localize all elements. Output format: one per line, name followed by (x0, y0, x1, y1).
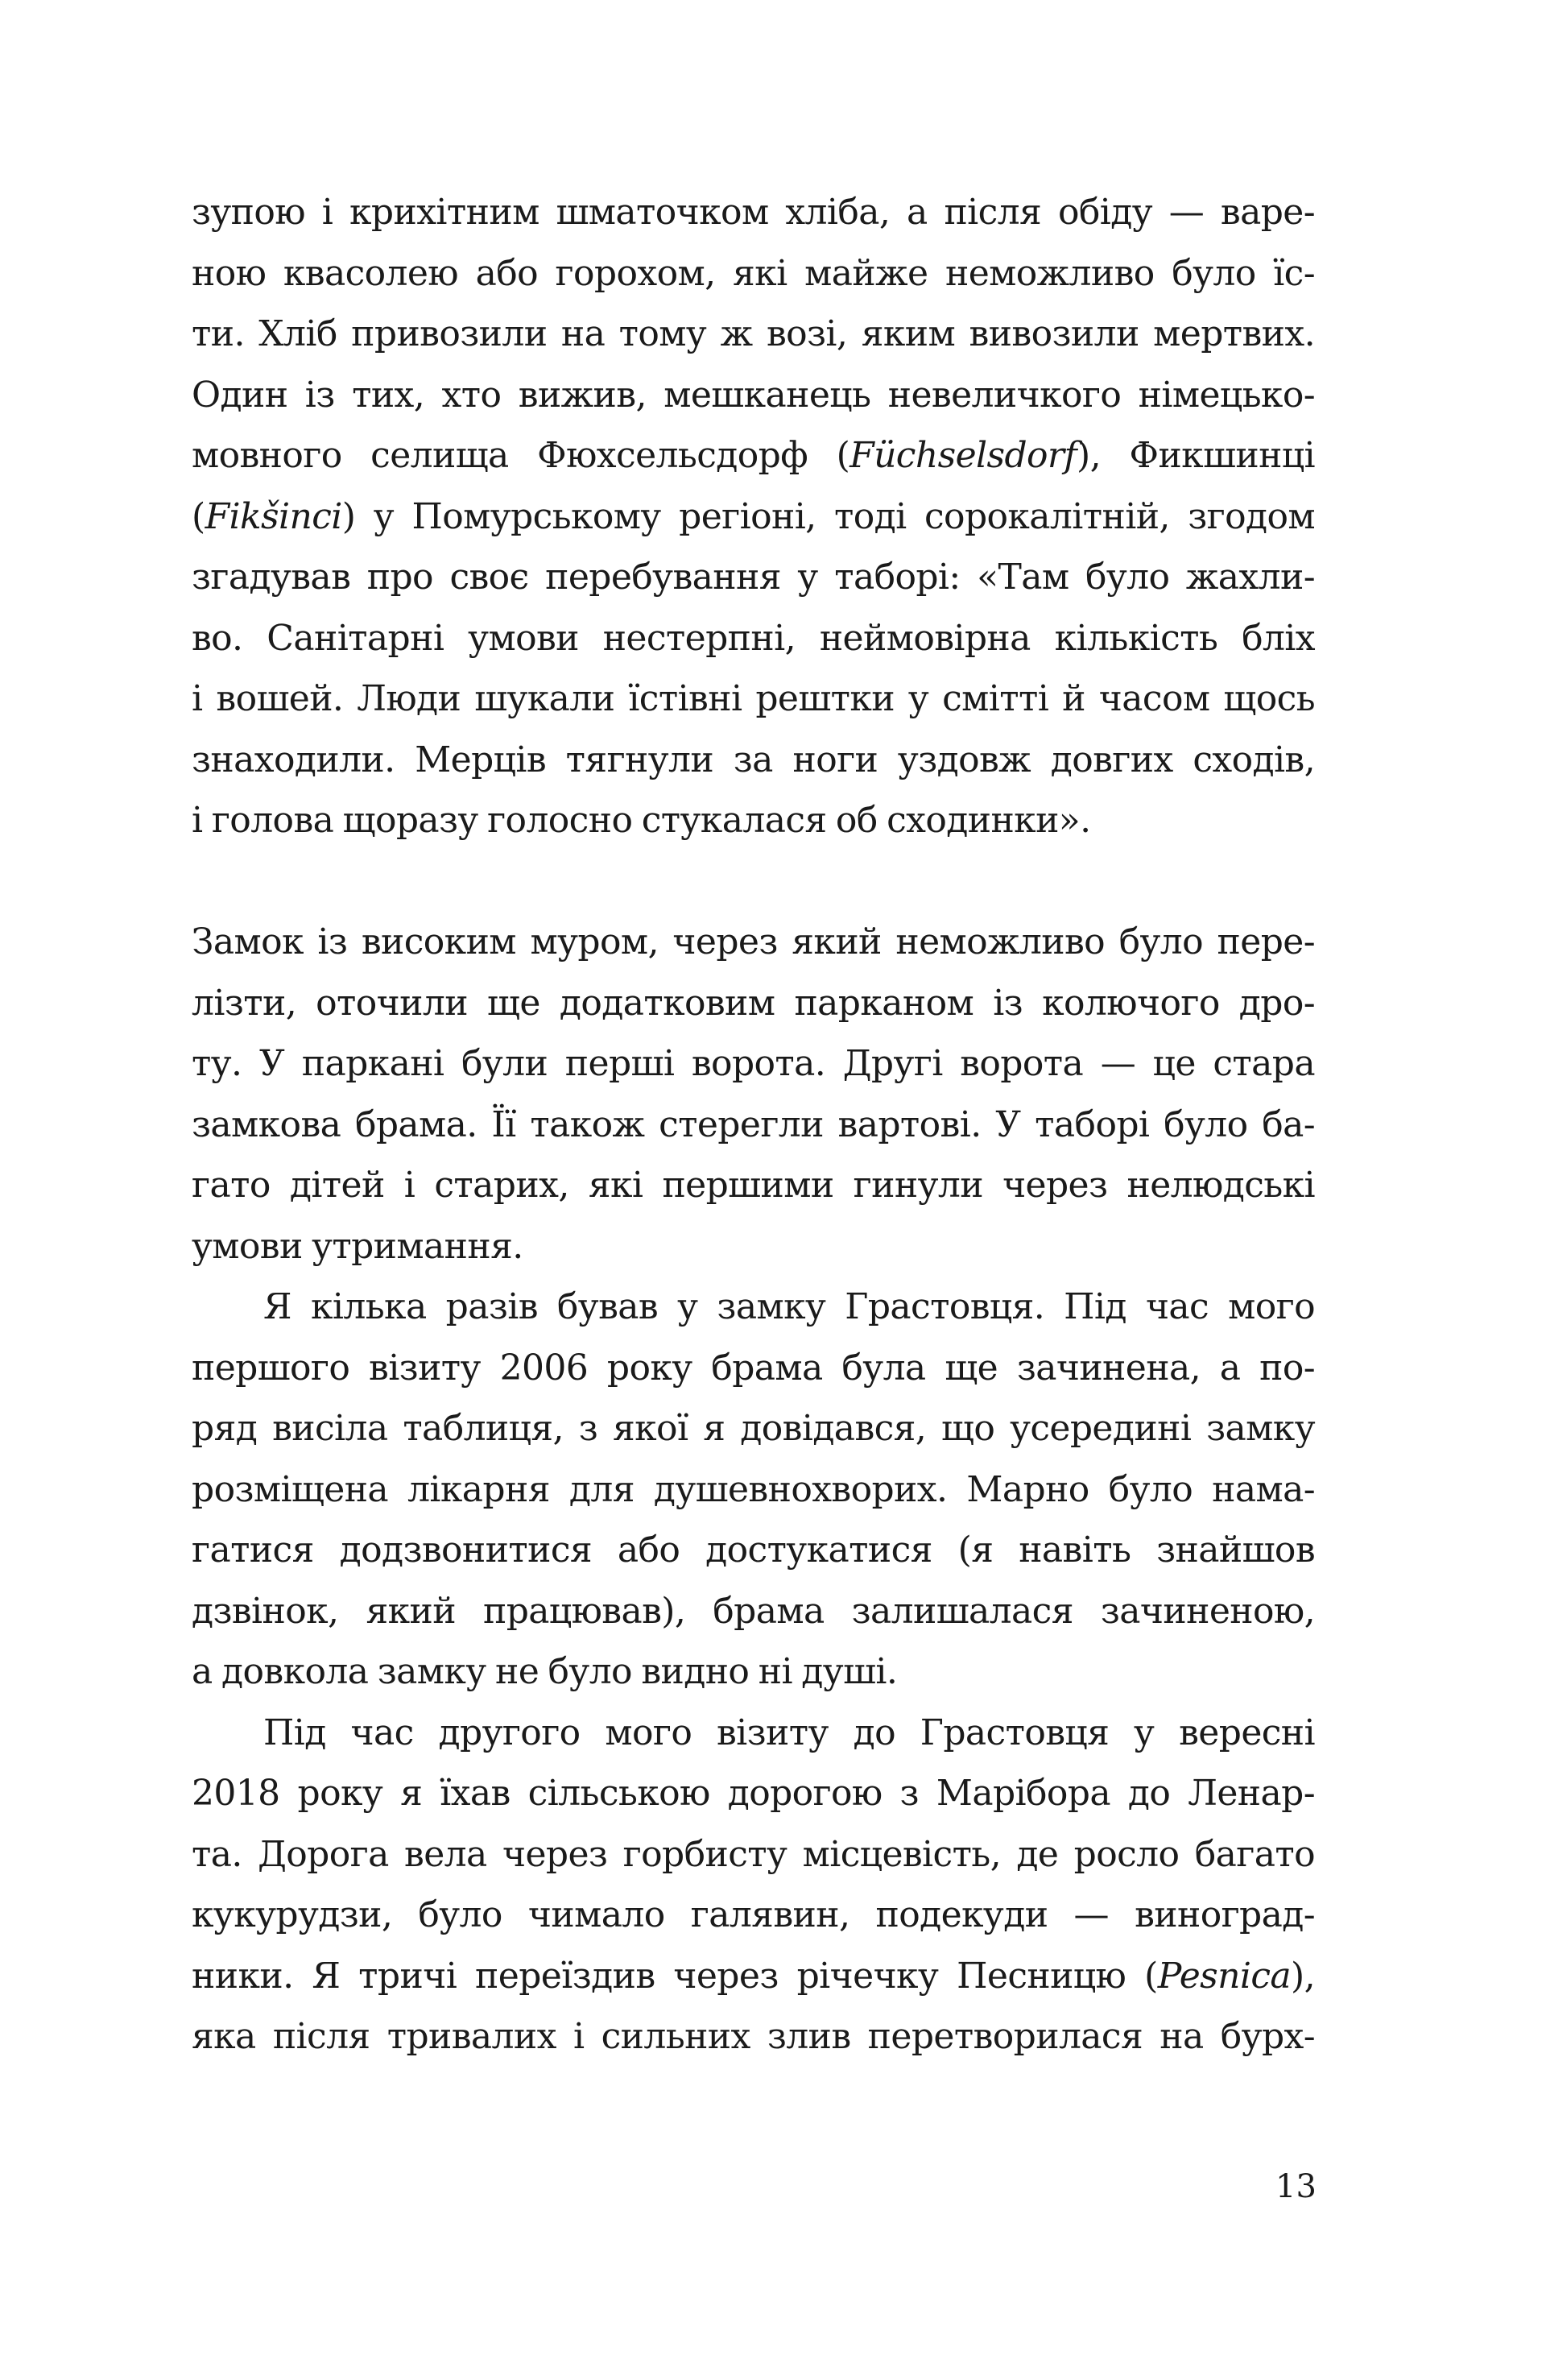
text-line: розміщена лікарня для душевнохворих. Марно було нама- (192, 1468, 1315, 1510)
text-line: умови утримання. (192, 1225, 523, 1267)
text-segment: ники. Я тричі переїздив через річечку Песницю ( (192, 1955, 1158, 1997)
text-segment: мовного селища Фюхсельсдорф ( (192, 435, 850, 476)
text-line: гатися додзвонитися або достукатися (я навіть знайшов (192, 1529, 1315, 1571)
italic-place-name: Füchselsdorf (849, 435, 1077, 476)
text-line: ною квасолею або горохом, які майже неможливо було їс- (192, 252, 1315, 294)
text-segment: ), Фикшинці (1077, 435, 1315, 476)
text-line: ряд висіла таблиця, з якої я довідався, що усередині замку (192, 1408, 1315, 1449)
text-line: 2018 року я їхав сільською дорогою з Марібора до Ленар- (192, 1773, 1315, 1814)
paragraph (192, 1277, 1315, 1703)
page-number: 13 (1275, 2168, 1317, 2205)
text-line: замкова брама. Її також стерегли вартові. У таборі було ба- (192, 1103, 1315, 1145)
text-line: згадував про своє перебування у таборі: «Там було жахли- (192, 557, 1315, 598)
text-segment: ), (1291, 1955, 1315, 1997)
text-line: Я кілька разів бував у замку Грастовця. Під час мого (263, 1286, 1315, 1327)
text-line: кукурудзи, було чимало галявин, подекуди — виноград- (192, 1894, 1315, 1935)
body-text (192, 182, 1315, 2067)
text-line: першого візиту 2006 року брама була ще зачинена, а по- (192, 1347, 1315, 1389)
text-line: зупою і крихітним шматочком хліба, а після обіду — варе- (192, 192, 1315, 233)
text-line: та. Дорога вела через горбисту місцевість, де росло багато (192, 1833, 1315, 1875)
text-line: Під час другого мого візиту до Грастовця у вересні (263, 1712, 1315, 1753)
text-segment: ( (192, 495, 205, 537)
paragraph (192, 182, 1315, 851)
paragraph (192, 912, 1315, 1277)
paragraph (192, 1703, 1315, 2067)
text-line: лізти, оточили ще додатковим парканом із колючого дро- (192, 982, 1315, 1024)
text-line: ту. У паркані були перші ворота. Другі ворота — це стара (192, 1043, 1315, 1084)
text-line (192, 486, 1315, 548)
text-segment: ) у Помурському регіоні, тоді сорокалітній, згодом (341, 495, 1315, 537)
text-line: а довкола замку не було видно ні душі. (192, 1651, 898, 1692)
text-line: і вошей. Люди шукали їстівні рештки у смітті й часом щось (192, 678, 1315, 719)
text-line: Замок із високим муром, через який неможливо було пере- (192, 921, 1315, 962)
text-line: і голова щоразу голосно стукалася об сходинки». (192, 800, 1091, 841)
text-line: знаходили. Мерців тягнули за ноги уздовж довгих сходів, (192, 739, 1315, 780)
italic-place-name: Fikšinci (205, 495, 342, 537)
text-line: ти. Хліб привозили на тому ж возі, яким вивозили мертвих. (192, 313, 1315, 354)
italic-place-name: Pesnica (1157, 1955, 1292, 1997)
text-line: Один із тих, хто вижив, мешканець невеличкого німецько- (192, 374, 1315, 416)
text-line (192, 1946, 1315, 2007)
text-line (192, 425, 1315, 486)
text-line: яка після тривалих і сильних злив перетворилася на бурх- (192, 2016, 1315, 2057)
text-line: во. Санітарні умови нестерпні, неймовірна кількість бліх (192, 617, 1315, 659)
text-line: гато дітей і старих, які першими гинули через нелюдські (192, 1165, 1315, 1206)
text-line: дзвінок, який працював), брама залишалася зачиненою, (192, 1590, 1315, 1632)
